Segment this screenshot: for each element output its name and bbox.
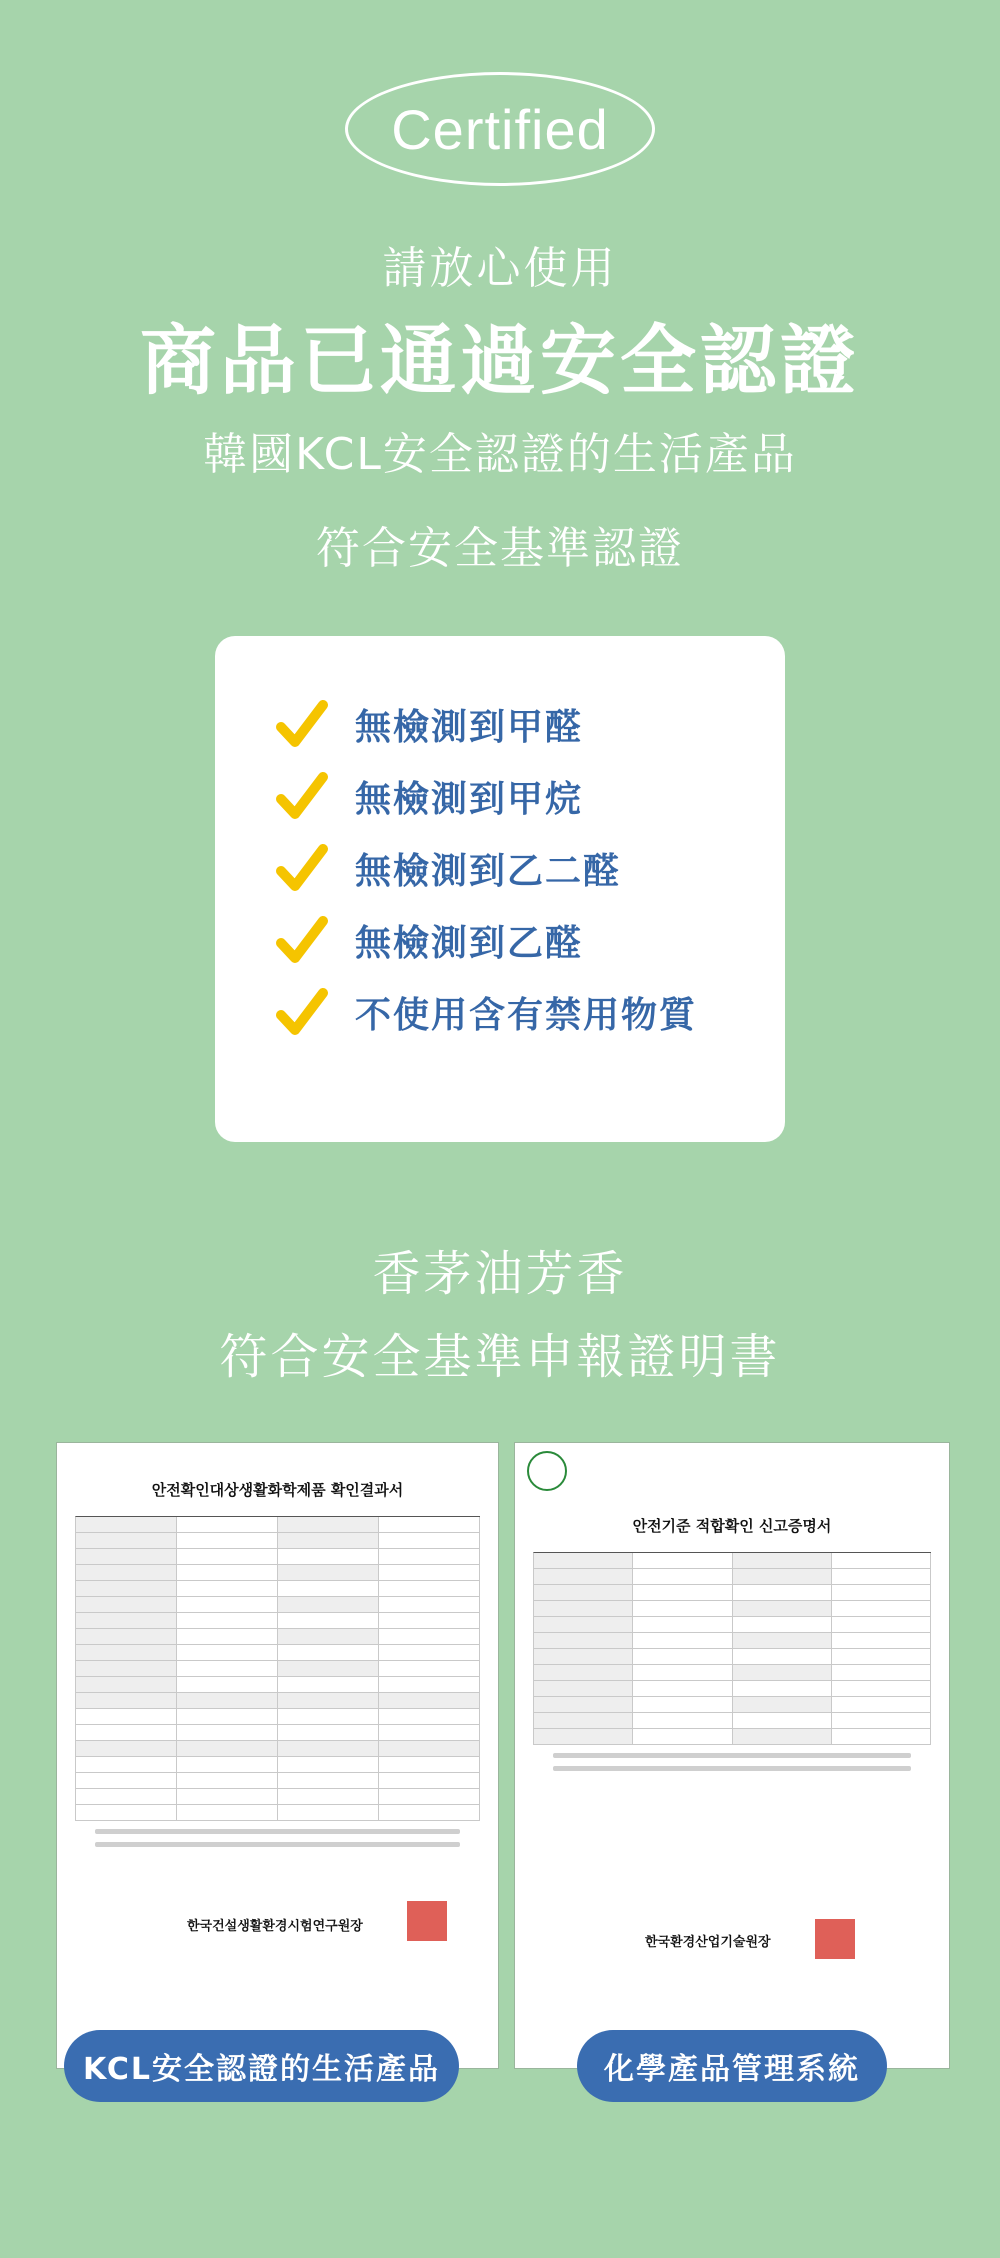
checklist-item bbox=[275, 976, 785, 1048]
checklist-item bbox=[275, 904, 785, 976]
certificate-title: 안전확인대상생활화학제품 확인결과서 bbox=[151, 1481, 404, 1499]
certificate-table bbox=[75, 1516, 480, 1821]
safety-checklist-card bbox=[215, 636, 785, 1142]
caption-kcl-pill: KCL安全認證的生活產品 bbox=[64, 2030, 459, 2102]
checklist-item bbox=[275, 688, 785, 760]
checklist-item-label: 無檢測到乙二醛 bbox=[355, 850, 622, 892]
section-title-certificate: 符合安全基準申報證明書 bbox=[219, 1329, 781, 1385]
checklist-item-label: 無檢測到甲烷 bbox=[355, 778, 584, 820]
checkmark-icon bbox=[275, 769, 329, 823]
certificate-table bbox=[533, 1552, 931, 1745]
page-headline: 商品已通過安全認證 bbox=[140, 316, 860, 405]
certificate-title: 안전기준 적합확인 신고증명서 bbox=[632, 1517, 832, 1535]
red-seal-stamp bbox=[815, 1919, 855, 1959]
checklist-item bbox=[275, 760, 785, 832]
header-line-kcl: 韓國KCL安全認證的生活產品 bbox=[203, 429, 797, 480]
kcl-certificate-image bbox=[57, 1443, 498, 2068]
checkmark-icon bbox=[275, 985, 329, 1039]
red-seal-stamp bbox=[407, 1901, 447, 1941]
checklist-item-label: 無檢測到乙醛 bbox=[355, 922, 584, 964]
checklist-item bbox=[275, 832, 785, 904]
checkmark-icon bbox=[275, 913, 329, 967]
section-title-citronella: 香茅油芳香 bbox=[372, 1246, 628, 1302]
header-line-standard: 符合安全基準認證 bbox=[316, 523, 684, 574]
certificate-issuer: 한국환경산업기술원장 bbox=[645, 1935, 771, 1950]
header-subtitle: 請放心使用 bbox=[382, 243, 618, 294]
chemical-management-certificate-image bbox=[515, 1443, 949, 2068]
checklist-item-label: 無檢測到甲醛 bbox=[355, 706, 584, 748]
certificate-issuer: 한국건설생활환경시험연구원장 bbox=[187, 1919, 363, 1934]
checkmark-icon bbox=[275, 841, 329, 895]
certified-badge: Certified bbox=[345, 72, 655, 186]
caption-chemical-system-pill: 化學產品管理系統 bbox=[577, 2030, 887, 2102]
checklist-item-label: 不使用含有禁用物質 bbox=[355, 994, 698, 1036]
checkmark-icon bbox=[275, 697, 329, 751]
